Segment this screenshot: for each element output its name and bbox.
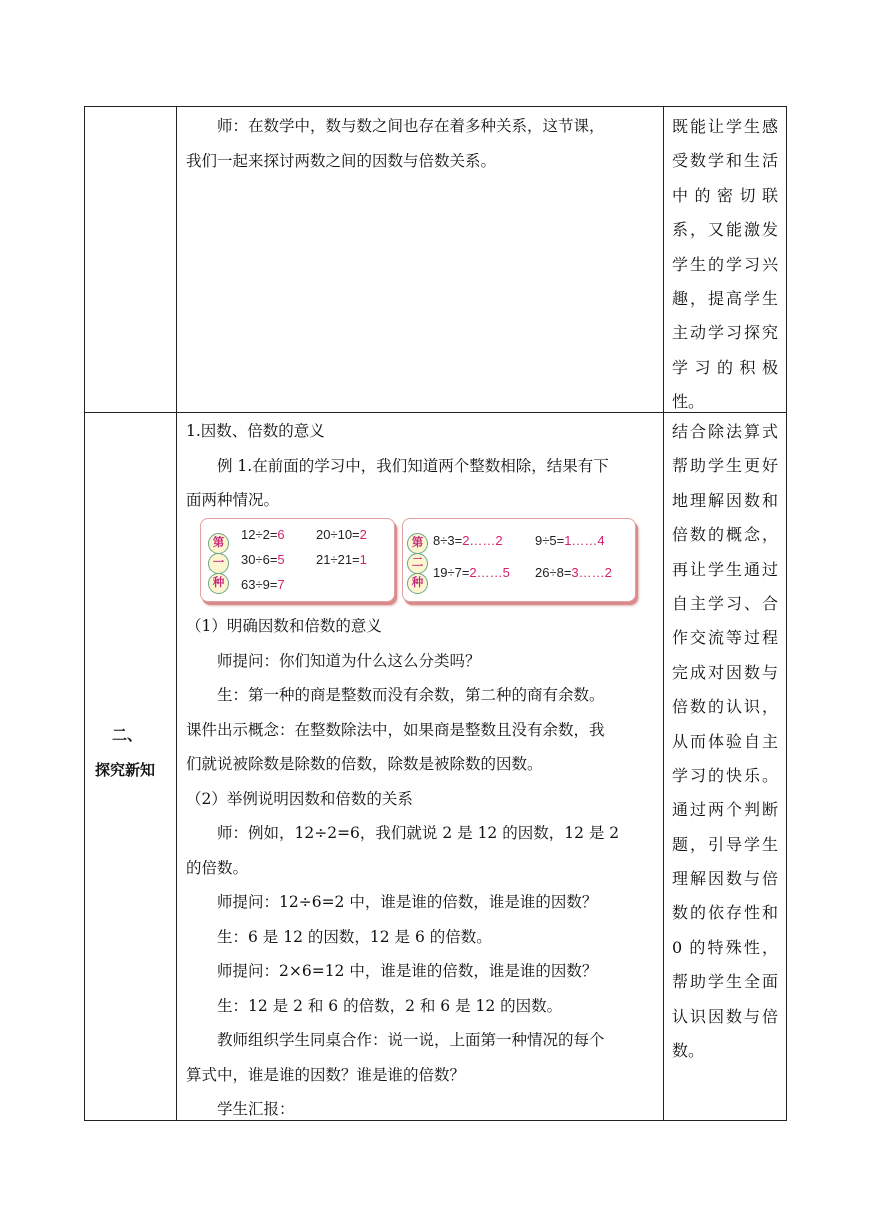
note-line: 学习的快乐。 xyxy=(672,765,778,785)
section-title: 探究新知 xyxy=(95,761,156,779)
note-line: 数。 xyxy=(672,1041,705,1061)
teacher-question: 师提问：你们知道为什么这么分类吗？ xyxy=(217,651,481,670)
note-line: 学生的学习兴 xyxy=(672,254,778,274)
note-line: 帮助学生全面 xyxy=(672,972,778,992)
note-line: 倍数的概念， xyxy=(672,525,778,545)
group2-badge-char: 种 xyxy=(407,573,428,594)
equation: 19÷7=2……5 xyxy=(433,565,510,580)
student-answer: 生：6 是 12 的因数，12 是 6 的倍数。 xyxy=(217,927,492,946)
subheading: （1）明确因数和倍数的意义 xyxy=(186,617,382,635)
group1-badge-char: 第 xyxy=(208,533,229,554)
subheading: （2）举例说明因数和倍数的关系 xyxy=(186,789,413,808)
concept-line: 们就说被除数是除数的倍数，除数是被除数的因数。 xyxy=(186,755,543,773)
note-line: 0 的特殊性， xyxy=(672,937,778,957)
equation: 20÷10=2 xyxy=(316,527,367,542)
concept-line: 课件出示概念：在整数除法中，如果商是整数且没有余数，我 xyxy=(186,720,605,739)
note-line: 受数学和生活 xyxy=(672,151,778,171)
division-group-2 xyxy=(402,518,636,602)
note-line: 系，又能激发 xyxy=(672,220,778,240)
example-explanation: 的倍数。 xyxy=(186,858,249,877)
intro-line: 师：在数学中，数与数之间也存在着多种关系，这节课， xyxy=(217,117,605,135)
group2-badge-char: 二 xyxy=(407,553,428,574)
intro-text xyxy=(186,109,656,178)
note-line: 帮助学生更好 xyxy=(672,456,778,476)
group1-badge-char: 种 xyxy=(208,573,229,594)
cooperation-line: 算式中，谁是谁的因数？谁是谁的倍数？ xyxy=(186,1065,466,1084)
section-number: 二、 xyxy=(112,726,143,744)
note-line: 趣，提高学生 xyxy=(672,288,778,308)
division-group-1 xyxy=(200,518,395,602)
note-line: 性。 xyxy=(672,392,705,412)
note-line: 再让学生通过 xyxy=(672,559,778,579)
note-line: 既能让学生感 xyxy=(672,117,778,136)
note-line: 理解因数与倍 xyxy=(672,869,778,889)
equation: 9÷5=1……4 xyxy=(535,533,605,548)
group2-badge-char: 第 xyxy=(407,533,428,554)
note-line: 完成对因数与 xyxy=(672,662,778,682)
teacher-question: 师提问：2×6=12 中，谁是谁的倍数，谁是谁的因数？ xyxy=(217,962,598,980)
note-line: 学 习 的 积 极 xyxy=(672,357,778,377)
table-right-border xyxy=(786,106,787,1121)
note-line: 结合除法算式 xyxy=(672,422,778,441)
note-line: 题，引导学生 xyxy=(672,834,778,854)
equation: 63÷9=7 xyxy=(241,577,285,592)
table-col-divider-2 xyxy=(663,106,664,1121)
note-line: 从而体验自主 xyxy=(672,731,778,751)
lesson-content-bottom xyxy=(186,609,658,1127)
student-answer: 生：12 是 2 和 6 的倍数，2 和 6 是 12 的因数。 xyxy=(217,996,563,1015)
example-line: 面两种情况。 xyxy=(186,491,280,509)
note-line: 数的依存性和 xyxy=(672,903,778,923)
group1-badge-char: 一 xyxy=(208,553,229,574)
note-line: 作交流等过程 xyxy=(672,628,778,648)
note-line: 中 的 密 切 联 xyxy=(672,185,778,205)
lesson-content-top xyxy=(186,414,656,518)
content-heading: 1.因数、倍数的意义 xyxy=(186,422,325,440)
intro-line: 我们一起来探讨两数之间的因数与倍数关系。 xyxy=(186,151,497,170)
note-line: 地理解因数和 xyxy=(672,490,778,510)
student-report: 学生汇报： xyxy=(217,1100,295,1118)
note-line: 自主学习、合 xyxy=(672,593,778,613)
cooperation-line: 教师组织学生同桌合作：说一说，上面第一种情况的每个 xyxy=(217,1031,605,1049)
design-note-2 xyxy=(672,415,778,1068)
table-col-divider-1 xyxy=(176,106,177,1121)
note-line: 认识因数与倍 xyxy=(672,1006,778,1026)
note-line: 通过两个判断 xyxy=(672,800,778,820)
student-answer: 生：第一种的商是整数而没有余数，第二种的商有余数。 xyxy=(217,686,605,704)
design-note-1 xyxy=(672,110,778,420)
example-explanation: 师：例如，12÷2=6，我们就说 2 是 12 的因数，12 是 2 xyxy=(217,824,620,842)
equation: 8÷3=2……2 xyxy=(433,533,503,548)
table-left-border xyxy=(84,106,85,1121)
note-line: 倍数的认识， xyxy=(672,697,778,717)
equation: 30÷6=5 xyxy=(241,552,285,567)
example-line: 例 1.在前面的学习中，我们知道两个整数相除，结果有下 xyxy=(217,456,609,475)
teacher-question: 师提问：12÷6=2 中，谁是谁的倍数，谁是谁的因数？ xyxy=(217,893,598,911)
equation: 21÷21=1 xyxy=(316,552,367,567)
note-line: 主动学习探究 xyxy=(672,323,778,343)
equation: 12÷2=6 xyxy=(241,527,285,542)
table-top-border xyxy=(84,106,787,107)
equation: 26÷8=3……2 xyxy=(535,565,612,580)
